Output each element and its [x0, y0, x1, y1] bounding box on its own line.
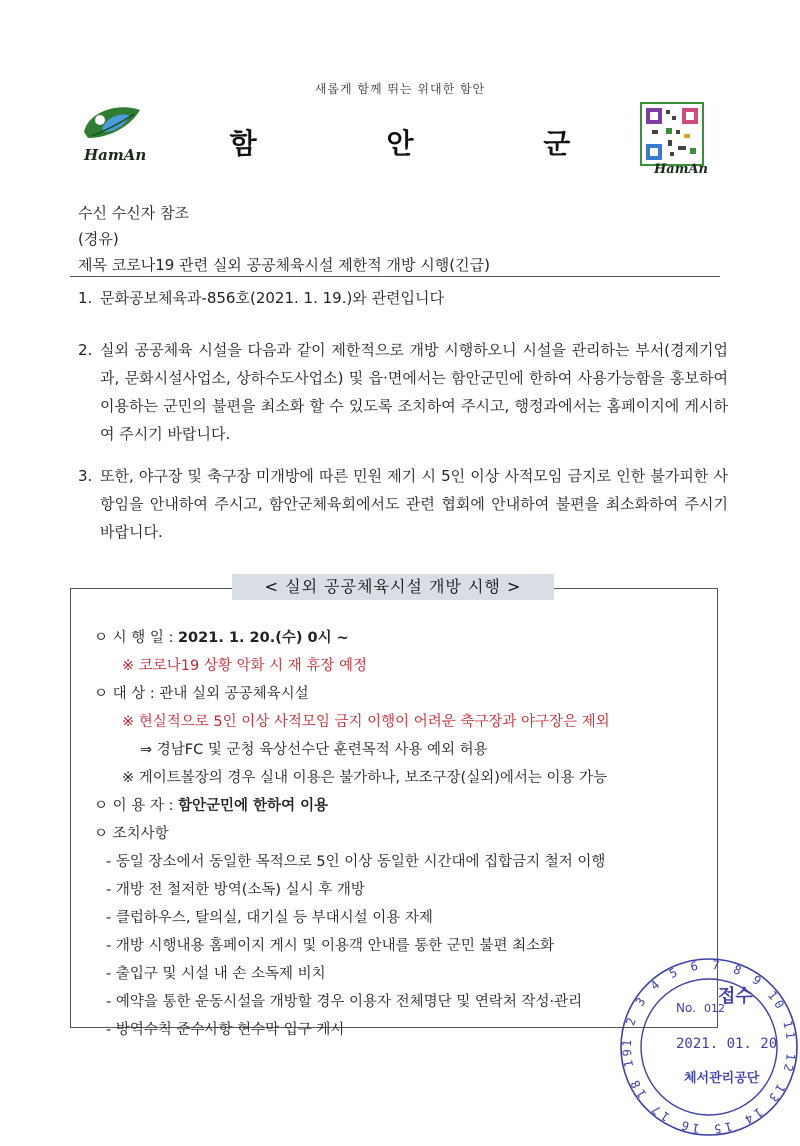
paragraph-3 — [78, 462, 728, 546]
gateball-note: ※ 게이트볼장의 경우 실내 이용은 불가하나, 보조구장(실외)에서는 이용 가능 — [122, 770, 608, 786]
stamp-org: 체서관리공단 — [684, 1071, 760, 1086]
measure-item: - 방역수칙 준수사항 현수막 입구 게시 — [106, 1022, 345, 1038]
period-value: 2021. 1. 20.(수) 0시 ~ — [177, 630, 349, 646]
measure-item: - 클럽하우스, 탈의실, 대기실 등 부대시설 이용 자제 — [106, 910, 433, 926]
measure-item: - 출입구 및 시설 내 손 소독제 비치 — [106, 966, 326, 982]
paragraph-text: 문화공보체육과-856호(2021. 1. 19.)와 관련입니다 — [100, 289, 445, 307]
measures-label: ㅇ 조치사항 — [94, 826, 169, 842]
qr-wordmark: HamAn — [654, 162, 708, 177]
measure-item: - 개방 시행내용 홈페이지 게시 및 이용객 안내를 통한 군민 불편 최소화 — [106, 938, 555, 954]
org-title: 함 안 군 — [229, 127, 631, 160]
paragraph-2 — [78, 336, 728, 448]
user-label: ㅇ 이 용 자 : — [94, 798, 178, 814]
subject-divider — [70, 276, 720, 277]
period-note: ※ 코로나19 상황 악화 시 재 휴장 예정 — [122, 658, 367, 674]
stamp-label: 접수 — [718, 986, 753, 1007]
paragraph-text: 또한, 야구장 및 축구장 미개방에 따른 민원 제기 시 5인 이상 사적모임 금지로 인한 불가피한 사항임을 안내하여 주시고, 함안군체육회에서도 관련 협회에 안내하여 불편을 최소화하여 주시기 바랍니다. — [100, 467, 728, 541]
subject-line: 제목 코로나19 관련 실외 공공체육시설 제한적 개방 시행(긴급) — [78, 256, 490, 274]
stamp-icon — [614, 952, 800, 1142]
target-row: ㅇ 대 상 : 관내 실외 공공체육시설 — [94, 686, 309, 702]
paragraph-number: 1. — [78, 289, 93, 307]
qr-code-icon — [640, 102, 704, 166]
measure-item: - 예약을 통한 운동시설을 개방할 경우 이용자 전체명단 및 연락처 작성·관리 — [106, 994, 583, 1010]
user-value: 함안군민에 한하여 이용 — [177, 798, 329, 814]
target-note: ※ 현실적으로 5인 이상 사적모임 금지 이행이 어려운 축구장과 야구장은 제외 — [122, 714, 610, 730]
stamp-no-label: No. — [676, 1001, 696, 1015]
target-exception: ⇒ 경남FC 및 군청 육상선수단 훈련목적 사용 예외 허용 — [140, 742, 488, 758]
user-row — [94, 794, 328, 815]
paragraph-number: 3. — [78, 467, 93, 485]
slogan: 새롭게 함께 뛰는 위대한 함안 — [314, 82, 486, 96]
stamp-date: 2021. 01. 20 — [676, 1036, 778, 1052]
recipient-line: 수신 수신자 참조 — [78, 204, 189, 222]
paragraph-text: 실외 공공체육 시설을 다음과 같이 제한적으로 개방 시행하오니 시설을 관리하는 부서(경제기업과, 문화시설사업소, 상하수도사업소) 및 읍·면에서는 함안군민에 한하여 사용가능함을 홍보하여 이용하는 군민의 불편을 최소화 할 수 있도록 조치하여 주시고, 행정과에서는 홈페이지에 게시하여 주시기 바랍니다. — [100, 341, 728, 443]
stamp-no-value: 012 — [704, 1002, 725, 1015]
paragraph-1 — [78, 284, 728, 312]
receipt-stamp — [614, 952, 800, 1142]
via-line: (경유) — [78, 230, 119, 248]
measure-item: - 동일 장소에서 동일한 목적으로 5인 이상 동일한 시간대에 집합금지 철저 이행 — [106, 854, 606, 870]
paragraph-number: 2. — [78, 341, 93, 359]
notice-title: < 실외 공공체육시설 개방 시행 > — [232, 574, 554, 600]
period-row — [94, 626, 349, 647]
measure-item: - 개방 전 철저한 방역(소독) 실시 후 개방 — [106, 882, 365, 898]
stamp-ring-numbers: 1 2 3 4 5 6 7 8 9 10 11 12 13 14 15 16 17 18 19 — [619, 957, 798, 1137]
logo-wordmark: HamAn — [84, 146, 147, 164]
period-label: ㅇ 시 행 일 : — [94, 630, 178, 646]
